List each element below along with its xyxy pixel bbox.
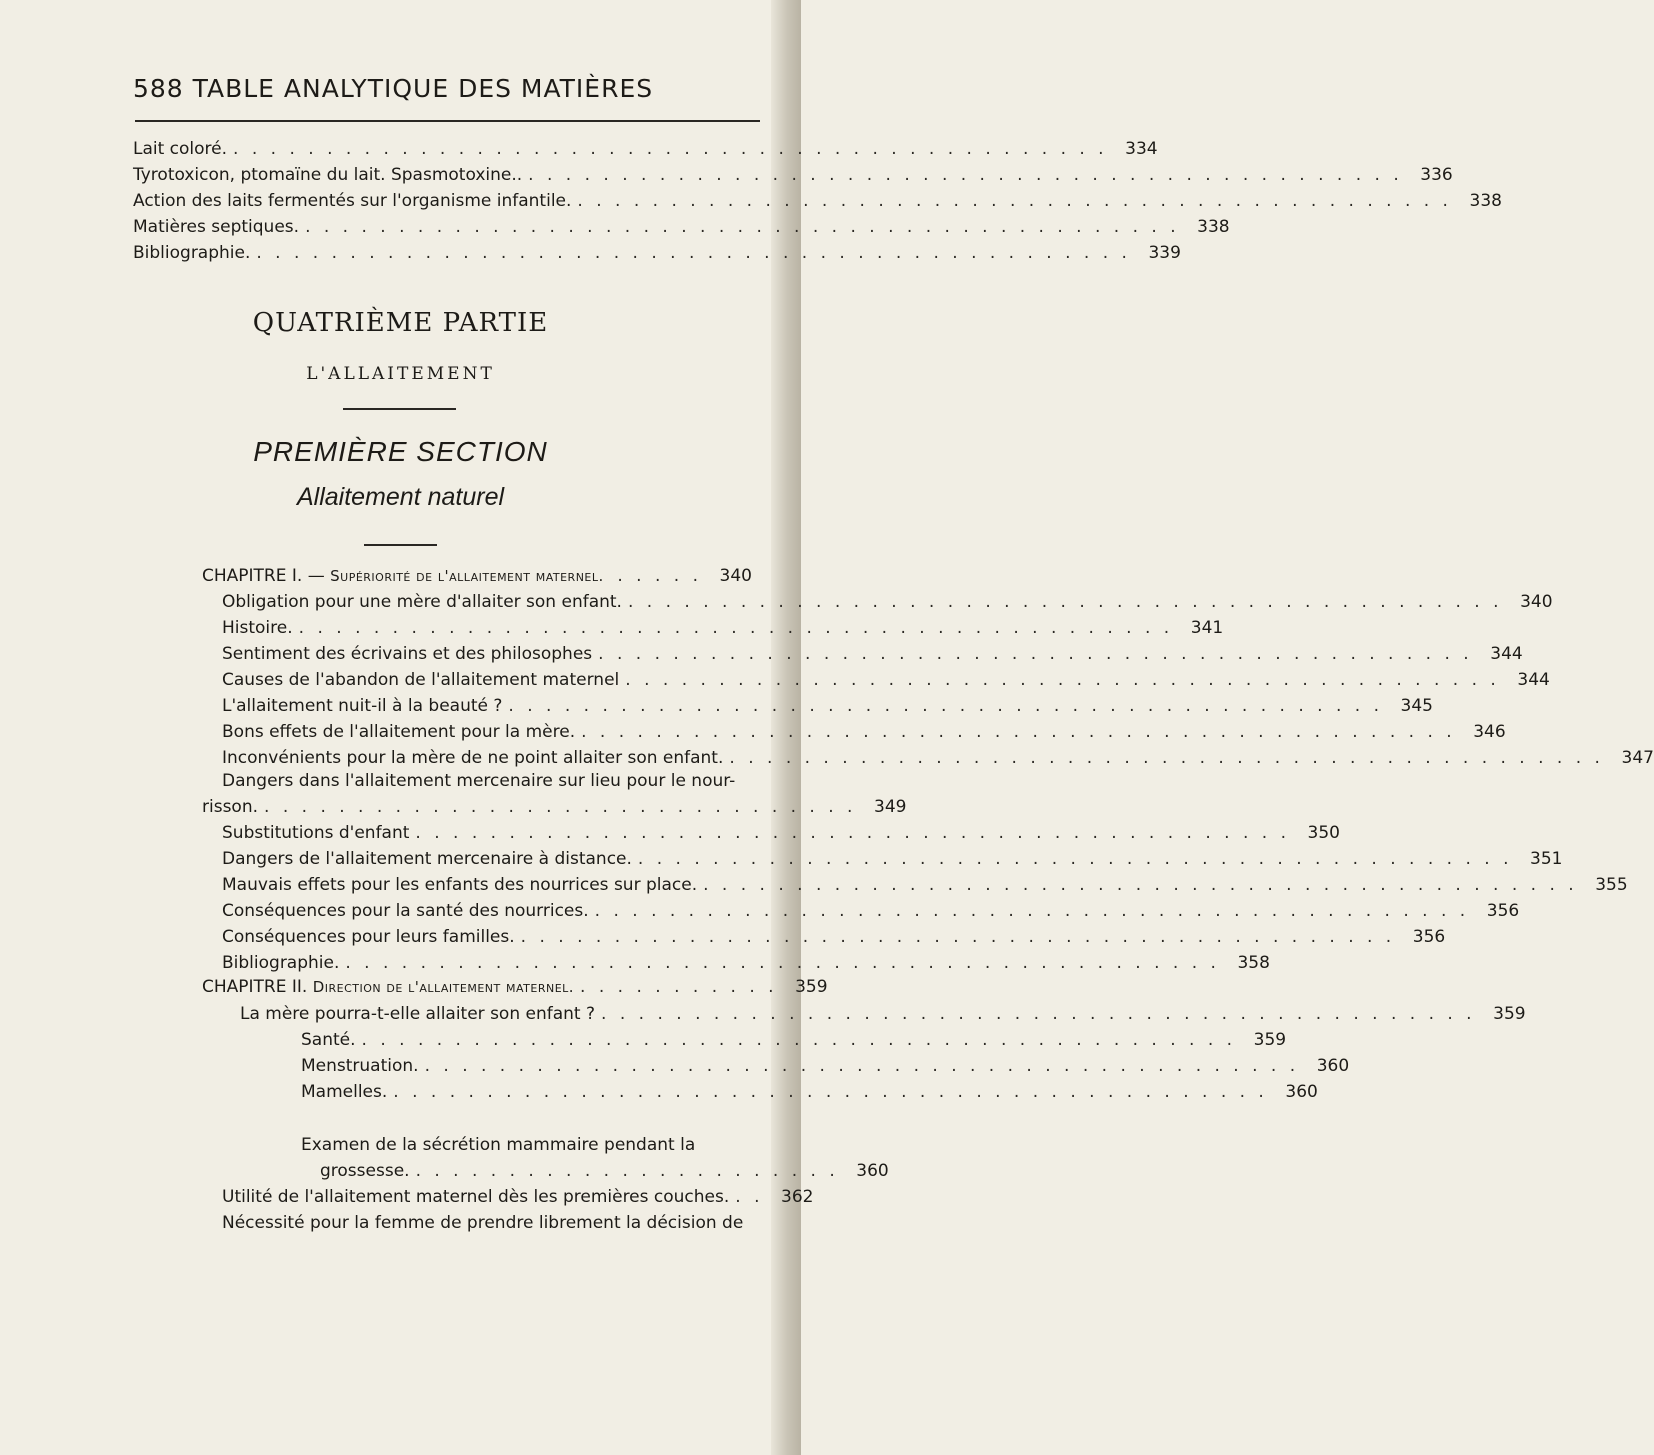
dot-leader: . . . . . (617, 566, 702, 586)
entry-title: Mamelles. (301, 1082, 388, 1102)
chapter-1-heading (202, 563, 752, 589)
dot-leader: . . . . . . . . . . . . . . . . . . . . . . . . . . . . . . . . . . . . . . . . . . . . . . . (345, 953, 1220, 973)
dot-leader: . . . . . . . . . . . . . . . . . . . . . . . (415, 1161, 839, 1181)
chapter-2-page: 359 (795, 977, 828, 997)
entry-page: 336 (1420, 165, 1453, 185)
dangers-entry-line2: risson. . . . . . . . . . . . . . . . . . . . . . . . . . . . . . . . . 349 (202, 794, 752, 820)
chapter-1-title: Supériorité de l'allaitement maternel. (330, 567, 604, 585)
dot-leader: . . . . . . . . . . . . . . . . . . . . . . . . . . . . . . . . . . . . . . . . . . . . . . . (598, 644, 1473, 664)
toc-entry (133, 162, 1453, 188)
dot-leader: . . . . . . . . . . . . . . . . . . . . . . . . . . . . . . . . . . . . . . . . . . . . . . . (298, 618, 1174, 638)
toc-subentry (301, 1027, 1287, 1053)
entry-page: 345 (1400, 696, 1433, 716)
entry-page: 360 (1316, 1056, 1350, 1076)
dot-leader: . . (735, 1187, 764, 1207)
utilite-entry: Utilité de l'allaitement maternel dès les premières couches. . . 362 (222, 1184, 752, 1210)
entry-title: Obligation pour une mère d'allaiter son enfant. (222, 592, 622, 612)
dot-leader: . . . . . . . . . . . . . . . . . . . . . . . . . . . . . . . . . . . . . . . . . . . . . . . (415, 823, 1290, 843)
toc-entry (222, 950, 1270, 976)
examen-entry-line2: grossesse. . . . . . . . . . . . . . . . . . . . . . . . 360 (320, 1158, 752, 1184)
toc-entry (222, 898, 1520, 924)
chapter-2-heading (202, 974, 828, 1000)
entry-title: Lait coloré. (133, 139, 228, 159)
dot-leader: . . . . . . . . . . . . . . . . . . . . . . . . . . . . . . . . . . . . . . . . . . . . . . . (256, 243, 1131, 263)
section-subtitle: Allaitement naturel (296, 483, 505, 511)
examen-entry-line1: Examen de la sécrétion mammaire pendant la (301, 1135, 696, 1155)
part-subtitle: L'ALLAITEMENT (306, 364, 495, 384)
entry-title: L'allaitement nuit-il à la beauté ? (222, 696, 503, 716)
entry-title: Causes de l'abandon de l'allaitement maternel (222, 670, 620, 690)
toc-entry (222, 846, 1563, 872)
dot-leader: . . . . . . . . . . . . . . . . . . . . . . . . . . . . . . . . . . . . . . . . . . . . . . . (528, 165, 1403, 185)
toc-entry (222, 641, 1523, 667)
entry-page: 338 (1197, 217, 1230, 237)
dot-leader: . . . . . . . . . . . . . . . . . . . . . . . . . . . . . . . . . . . . . . . . . . . . . . . (305, 217, 1180, 237)
entry-page: 338 (1469, 191, 1502, 211)
entry-page: 350 (1307, 823, 1340, 843)
toc-subentry (301, 1079, 1318, 1105)
toc-entry (133, 188, 1502, 214)
toc-entry (133, 136, 1158, 162)
toc-entry (222, 719, 1506, 745)
chapter-1-label: CHAPITRE I. — (202, 566, 325, 586)
section-rule (364, 544, 437, 546)
toc-entry (133, 240, 1181, 266)
entry-page: 359 (1493, 1004, 1526, 1024)
examen-page: 360 (856, 1161, 889, 1181)
entry-page: 356 (1486, 901, 1520, 921)
entry-page: 339 (1148, 243, 1181, 263)
part-rule (343, 408, 456, 410)
entry-page: 346 (1473, 722, 1506, 742)
header-rule (135, 120, 760, 122)
entry-title: Action des laits fermentés sur l'organisme infantile. (133, 191, 572, 211)
dot-leader: . . . . . . . . . . . . . . . . . . . . . . . . . . . . . . . . . . . . . . . . . . . . . . . (508, 696, 1383, 716)
entry-page: 340 (1520, 592, 1553, 612)
dangers-entry-line1: Dangers dans l'allaitement mercenaire sur lieu pour le nour- (222, 771, 736, 791)
dot-leader: . . . . . . . . . . . . . . . . . . . . . . . . . . . . . . . . . . . . . . . . . . . . . . . (703, 875, 1578, 895)
toc-entry (222, 667, 1550, 693)
toc-entry (222, 693, 1433, 719)
entry-title: La mère pourra-t-elle allaiter son enfant ? (240, 1004, 596, 1024)
part-title: QUATRIÈME PARTIE (252, 308, 549, 338)
entry-title: Bons effets de l'allaitement pour la mère. (222, 722, 576, 742)
dot-leader: . . . . . . . . . . . . . . . . . . . . . . . . . . . . . . . . . . . . . . . . . . . . . . . (393, 1082, 1268, 1102)
entry-page: 347 (1621, 748, 1654, 768)
entry-page: 341 (1190, 618, 1224, 638)
toc-entry (222, 820, 1340, 846)
toc-entry (133, 214, 1230, 240)
entry-page: 344 (1517, 670, 1550, 690)
entry-page: 358 (1237, 953, 1270, 973)
dot-leader: . . . . . . . . . . . (580, 977, 778, 997)
toc-subentry (301, 1053, 1350, 1079)
necessite-entry: Nécessité pour la femme de prendre librement la décision de (222, 1213, 744, 1233)
dot-leader: . . . . . . . . . . . . . . . . . . . . . . . . . . . . . . . . . . . . . . . . . . . . . . . (233, 139, 1108, 159)
dot-leader: . . . . . . . . . . . . . . . . . . . . . . . . . . . . . . . . . . . . . . . . . . . . . . . (637, 849, 1513, 869)
entry-page: 359 (1253, 1030, 1287, 1050)
entry-title: Matières septiques. (133, 217, 300, 237)
dot-leader: . . . . . . . . . . . . . . . . . . . . . . . . . . . . . . . . . . . . . . . . . . . . . . . (520, 927, 1396, 947)
entry-title: Histoire. (222, 618, 293, 638)
dot-leader: . . . . . . . . . . . . . . . . . . . . . . . . . . . . . . . . (264, 797, 857, 817)
chapter-2-title: Direction de l'allaitement maternel. (312, 978, 575, 996)
chapter-2-label: CHAPITRE II. (202, 977, 308, 997)
running-head: 588 TABLE ANALYTIQUE DES MATIÈRES (133, 74, 654, 103)
entry-page: 344 (1490, 644, 1523, 664)
entry-title: Conséquences pour leurs familles. (222, 927, 515, 947)
toc-entry (222, 615, 1224, 641)
dangers-page: 349 (874, 797, 907, 817)
dot-leader: . . . . . . . . . . . . . . . . . . . . . . . . . . . . . . . . . . . . . . . . . . . . . . . (581, 722, 1456, 742)
toc-entry (222, 589, 1553, 615)
entry-title: Mauvais effets pour les enfants des nourrices sur place. (222, 875, 698, 895)
toc-entry (240, 1001, 1526, 1027)
entry-title: Substitutions d'enfant (222, 823, 410, 843)
toc-entry (222, 924, 1446, 950)
section-title: PREMIÈRE SECTION (253, 436, 548, 467)
dot-leader: . . . . . . . . . . . . . . . . . . . . . . . . . . . . . . . . . . . . . . . . . . . . . . . (601, 1004, 1476, 1024)
dot-leader: . . . . . . . . . . . . . . . . . . . . . . . . . . . . . . . . . . . . . . . . . . . . . . . (424, 1056, 1300, 1076)
entry-title: Santé. (301, 1030, 356, 1050)
dot-leader: . . . . . . . . . . . . . . . . . . . . . . . . . . . . . . . . . . . . . . . . . . . . . . . (625, 670, 1500, 690)
entry-title: Bibliographie. (222, 953, 340, 973)
toc-entry (222, 872, 1628, 898)
entry-title: Dangers de l'allaitement mercenaire à distance. (222, 849, 632, 869)
entry-title: Tyrotoxicon, ptomaïne du lait. Spasmotoxine.. (133, 165, 523, 185)
dot-leader: . . . . . . . . . . . . . . . . . . . . . . . . . . . . . . . . . . . . . . . . . . . . . . . (627, 592, 1503, 612)
dot-leader: . . . . . . . . . . . . . . . . . . . . . . . . . . . . . . . . . . . . . . . . . . . . . . . (577, 191, 1452, 211)
entry-title: Bibliographie. (133, 243, 251, 263)
entry-page: 360 (1285, 1082, 1318, 1102)
entry-page: 334 (1125, 139, 1158, 159)
dot-leader: . . . . . . . . . . . . . . . . . . . . . . . . . . . . . . . . . . . . . . . . . . . . . . . (361, 1030, 1237, 1050)
entry-title: Sentiment des écrivains et des philosophes (222, 644, 593, 664)
dot-leader: . . . . . . . . . . . . . . . . . . . . . . . . . . . . . . . . . . . . . . . . . . . . . . . (594, 901, 1470, 921)
entry-page: 351 (1530, 849, 1563, 869)
dot-leader: . . . . . . . . . . . . . . . . . . . . . . . . . . . . . . . . . . . . . . . . . . . . . . . (729, 748, 1604, 768)
entry-title: Menstruation. (301, 1056, 419, 1076)
entry-page: 355 (1595, 875, 1628, 895)
chapter-1-page: 340 (719, 566, 752, 586)
entry-page: 356 (1412, 927, 1446, 947)
entry-title: Inconvénients pour la mère de ne point allaiter son enfant. (222, 748, 724, 768)
entry-title: Conséquences pour la santé des nourrices. (222, 901, 589, 921)
